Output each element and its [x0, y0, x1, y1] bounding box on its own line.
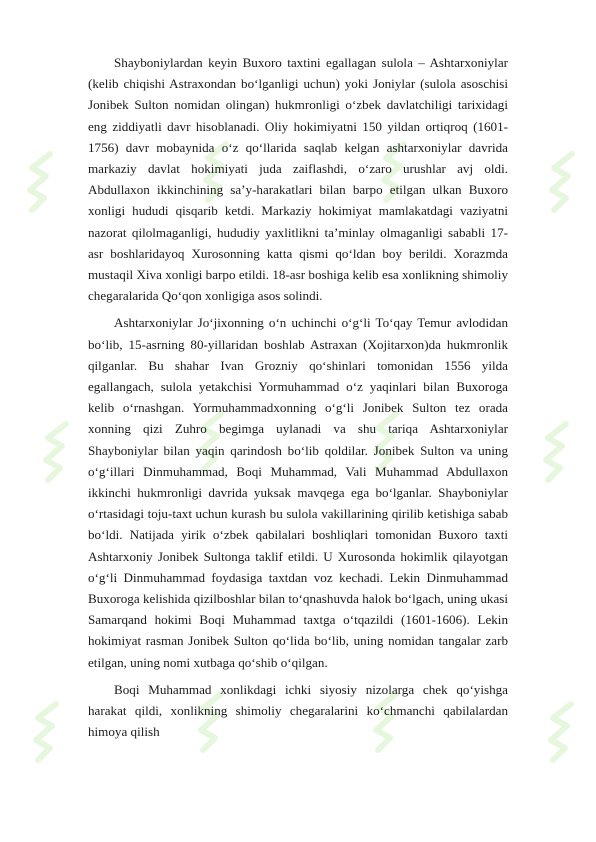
watermark-logo-shape — [540, 420, 574, 484]
watermark-logo-icon — [545, 700, 579, 764]
watermark-logo-icon — [546, 150, 580, 214]
watermark-logo-shape — [40, 420, 74, 484]
watermark-logo-shape — [30, 700, 64, 764]
paragraph: Boqi Muhammad xonlikdagi ichki siyosiy nizolarga chek qo‘yishga harakat qildi, xonlikning shimoliy chegaralarini ko‘chmanchi qabilalardan himoya qilish — [88, 681, 508, 740]
watermark-logo-icon — [540, 420, 574, 484]
watermark-logo-shape — [546, 150, 580, 214]
watermark-logo-shape — [24, 150, 58, 214]
watermark-logo-icon — [24, 150, 58, 214]
watermark-logo-icon — [40, 420, 74, 484]
paragraph: Shayboniylardan keyin Buxoro taxtini egallagan sulola – Ashtarxoniylar (kelib chiqishi Astraxondan bo‘lganligi uchun) yoki Joniylar (sulola asoschisi Jonibek Sulton nomidan olingan) hukmronligi o‘zbek davlatchiligi tarixidagi eng ziddiyatli davr hisoblanadi. Oliy hokimiyatni 150 yildan ortiqroq (1601-1756) davr mobaynida o‘z qo‘llarida saqlab kelgan ashtarxoniylar davrida markaziy davlat hokimiyati juda zaiflashdi, o‘zaro urushlar avj oldi. Abdullaxon ikkinchining sa’y-harakatlari bilan barpo etilgan ulkan Buxoro xonligi hududi qisqarib ketdi. Markaziy hokimiyat mamlakatdagi vaziyatni nazorat qilolmaganligi, hududiy yaxlitlikni ta’minlay olmaganligi sababli 17-asr boshlaridayoq Xurosonning katta qismi qo‘ldan boy berildi. Xorazmda mustaqil Xiva xonligi barpo etildi. 18-asr boshiga kelib esa xonlikning shimoliy chegaralarida Qo‘qon xonligiga asos solindi. — [88, 55, 508, 304]
paragraph: Ashtarxoniylar Jo‘jixonning o‘n uchinchi o‘g‘li To‘qay Temur avlodidan bo‘lib, 15-asrning 80-yillaridan boshlab Astraxan (Xojitarxon)da hukmronlik qilganlar. Bu shahar Ivan Grozniy qo‘shinlari tomonidan 1556 yilda egallangach, sulola yetakchisi Yormuhammad o‘z yaqinlari bilan Buxoroga kelib o‘rnashgan. Yormuhammadxonning o‘g‘li Jonibek Sulton tez orada xonning qizi Zuhro begimga uylanadi va shu tariqa Ashtarxoniylar Shayboniylar bilan yaqin qarindosh bo‘lib qoldilar. Jonibek Sulton va uning o‘g‘illari Dinmuhammad, Boqi Muhammad, Vali Muhammad Abdullaxon ikkinchi hukmronligi davrida yuksak mavqega ega bo‘lganlar. Shayboniylar o‘rtasidagi toju-taxt uchun kurash bu sulola vakillarining qirilib ketishiga sabab bo‘ldi. Natijada yirik o‘zbek qabilalari boshliqlari tomonidan Buxoro taxti Ashtarxoniy Jonibek Sultonga taklif etildi. U Xurosonda hokimlik qilayotgan o‘g‘li Dinmuhammad foydasiga taxtdan voz kechadi. Lekin Dinmuhammad Buxoroga kelishida qizilboshlar bilan to‘qnashuvda halok bo‘lgach, uning ukasi Samarqand hokimi Boqi Muhammad taxtga o‘tqazildi (1601-1606). Lekin hokimiyat rasman Jonibek Sulton qo‘lida bo‘lib, uning nomidan tangalar zarb etilgan, uning nomi xutbaga qo‘shib o‘qilgan. — [88, 315, 508, 670]
watermark-logo-icon — [30, 700, 64, 764]
watermark-logo-shape — [545, 700, 579, 764]
document-body — [88, 52, 508, 749]
